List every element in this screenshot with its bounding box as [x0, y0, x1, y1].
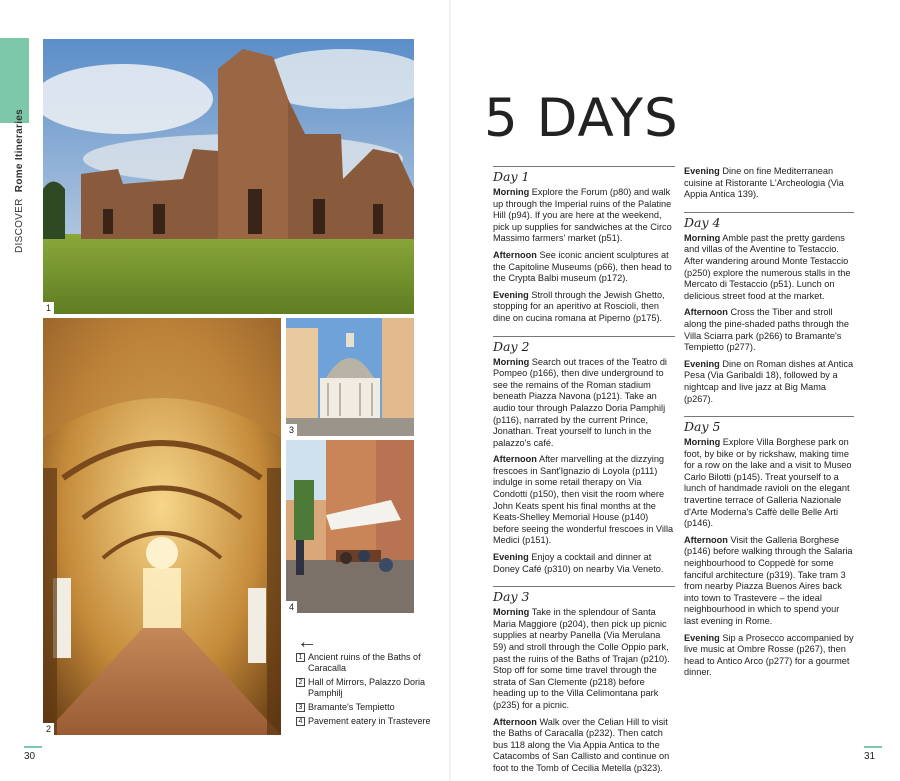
caption-item [296, 716, 436, 727]
caption-number: 4 [296, 717, 305, 726]
day-5-heading: Day 5 [684, 416, 854, 434]
day-1-heading: Day 1 [493, 166, 675, 184]
photo-number-2: 2 [43, 723, 54, 735]
photo-captions [296, 652, 436, 730]
photo-tempietto [286, 318, 414, 436]
caption-item [296, 677, 436, 699]
caption-number: 1 [296, 653, 305, 662]
day-1-evening: Evening Stroll through the Jewish Ghetto, stopping for an aperitivo at Roscioli, then dine on cucina romana at Piperno (p175). [493, 289, 665, 323]
day-3-heading: Day 3 [493, 586, 675, 604]
section-name: DISCOVER [14, 198, 25, 253]
caption-text: Ancient ruins of the Baths of Caracalla [308, 652, 421, 673]
day-1-morning: Morning Explore the Forum (p80) and walk up through the Imperial ruins of the Palatine Hill (p94). If you are here at the weekend, pick up supplies for sandwiches at the Circo Massimo farmers' market (p51). [493, 187, 672, 244]
caption-item [296, 702, 436, 713]
page-number-accent [24, 746, 42, 748]
day-4-heading: Day 4 [684, 212, 854, 230]
photo-hall-of-mirrors [43, 318, 281, 735]
caption-number: 2 [296, 678, 305, 687]
day-4-morning: Morning Amble past the pretty gardens and villas of the Aventine to Testaccio. After wandering around Monte Testaccio (p250) explore the numerous stalls in the Mercato di Testaccio (p51). Lunch on delicious street food at the market. [684, 232, 851, 301]
day-1-afternoon: Afternoon See iconic ancient sculptures at the Capitoline Museums (p66), then head to the Crypta Balbi museum (p172). [493, 249, 672, 284]
photo-trastevere-eatery [286, 440, 414, 613]
page-number-left-text: 30 [24, 751, 36, 762]
day-3-morning: Morning Take in the splendour of Santa Maria Maggiore (p204), then pick up picnic supplies at nearby Panella (Via Merulana 59) and stroll through the Colle Oppio park, past the ruins of the Baths of Trajan (p210). Stop off for some time travel through the strata of San Clemente (p218) before heading up to the Villa Celimontana park (p235) for a picnic. [493, 607, 670, 710]
left-arrow-icon: ← [297, 631, 317, 653]
day-3-evening: Evening Dine on fine Mediterranean cuisine at Ristorante L'Archeologia (Via Appia Antica 139). [684, 166, 844, 200]
day-2-morning: Morning Search out traces of the Teatro di Pompeo (p166), then dive underground to see the remains of the Roman stadium beneath Piazza Navona (p121). Take an audio tour through Palazzo Doria Pamphilj (p116), narrated by the current Prince, Jonathan. Treat yourself to lunch in the palazzo's café. [493, 356, 667, 448]
day-5-evening: Evening Sip a Prosecco accompanied by live music at Ombre Rosse (p267), then head to Antico Arco (p277) for a gourmet dinner. [684, 632, 854, 678]
photo-number-1: 1 [43, 302, 54, 314]
itinerary-column-1 [493, 166, 675, 780]
page-gutter [449, 0, 451, 781]
page-number-right-text: 31 [864, 751, 876, 762]
caption-number: 3 [296, 703, 305, 712]
page-number-accent [864, 746, 882, 748]
itinerary-column-2 [684, 166, 854, 684]
section-label [0, 109, 29, 258]
day-4-evening: Evening Dine on Roman dishes at Antica Pesa (Via Garibaldi 18), followed by a nightcap and live jazz at Big Mama (p267). [684, 358, 854, 404]
day-5-morning: Morning Explore Villa Borghese park on foot, by bike or by rickshaw, making time for a row on the lake and a visit to Museo Carlo Bilotti (p145). Treat yourself to a lunch of handmade ravioli on the elegant travertine terrace of Galleria Nazionale d'Arte Moderna's Caffè delle Belle Arti (p146). [684, 437, 852, 529]
page-title: 5 DAYS [484, 88, 679, 149]
day-2-evening: Evening Enjoy a cocktail and dinner at Doney Café (p310) on nearby Via Veneto. [493, 552, 664, 574]
day-4-afternoon: Afternoon Cross the Tiber and stroll along the pine-shaded paths through the Villa Sciarra park (p266) to Bramante's Tempietto (p277). [684, 307, 849, 353]
day-5-afternoon: Afternoon Visit the Galleria Borghese (p146) before walking through the Salaria neighbourhood to Coppedè for some fanciful architecture (p319). Take tram 3 from nearby Piazza Buenos Aires back into town to Trastevere – the ideal neighbourhood in which to spend your last evening in Rome. [684, 534, 853, 626]
photo-number-3: 3 [286, 424, 297, 436]
chapter-title: Rome Itineraries [14, 109, 25, 193]
page-number-right [864, 751, 875, 762]
photo-baths-of-caracalla [43, 39, 414, 314]
caption-item [296, 652, 436, 674]
page-number-left [24, 751, 35, 762]
photo-number-4: 4 [286, 601, 297, 613]
day-3-afternoon: Afternoon Walk over the Celian Hill to visit the Baths of Caracalla (p232). Then catch bus 118 along the Via Appia Antica to the Catacombs of San Callisto and continue on foot to the Tomb of Cecilia Metella (p323). [493, 716, 670, 773]
day-2-heading: Day 2 [493, 336, 675, 354]
caption-text: Hall of Mirrors, Palazzo Doria Pamphilj [308, 677, 426, 698]
caption-text: Pavement eatery in Trastevere [308, 716, 431, 726]
caption-text: Bramante's Tempietto [308, 702, 395, 712]
day-2-afternoon: Afternoon After marvelling at the dizzying frescoes in Sant'Ignazio di Loyola (p111) indulge in some retail therapy on Via Condotti (p150), then visit the room where John Keats spent his final months at the Keats-Shelley Memorial House (p140) before seeing the wonderful frescoes in Villa Medici (p151). [493, 454, 674, 546]
